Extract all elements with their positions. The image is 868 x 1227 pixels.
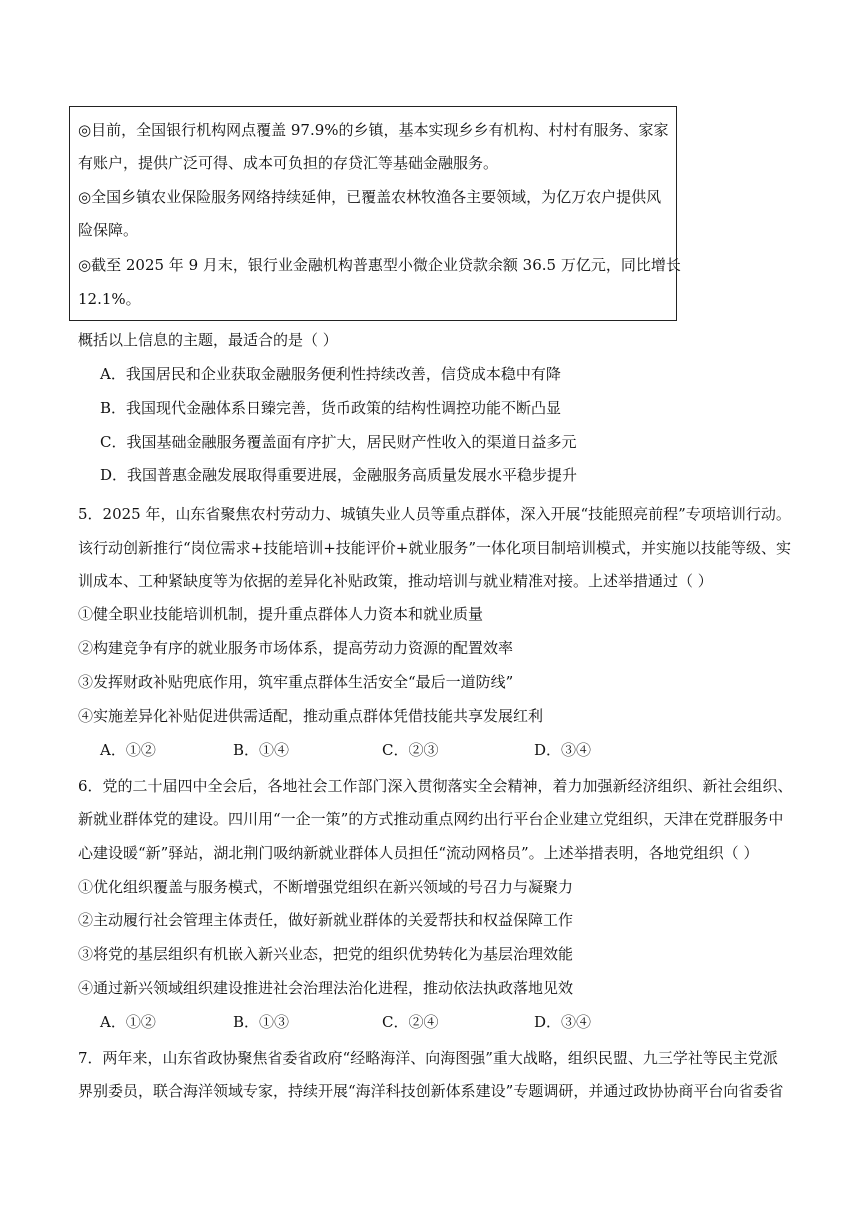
material-line: 险保障。: [78, 221, 139, 239]
question-4-option-b: B．我国现代金融体系日臻完善，货币政策的结构性调控功能不断凸显: [100, 399, 562, 417]
question-5-stem: 训成本、工种紧缺度等为依据的差异化补贴政策，推动培训与就业精准对接。上述举措通过（ ）: [78, 572, 713, 590]
question-6-item: ③将党的基层组织有机嵌入新兴业态，把党的组织优势转化为基层治理效能: [78, 945, 574, 963]
material-line: ◎全国乡镇农业保险服务网络持续延伸，已覆盖农林牧渔各主要领域，为亿万农户提供风: [78, 188, 662, 206]
question-5-item: ④实施差异化补贴促进供需适配，推动重点群体凭借技能共享发展红利: [78, 707, 544, 725]
material-line: 12.1%。: [78, 290, 141, 308]
question-6-stem: 新就业群体党的建设。四川用“一企一策”的方式推动重点网约出行平台企业建立党组织，天津在党群服务中: [78, 810, 784, 828]
question-4-option-c: C．我国基础金融服务覆盖面有序扩大，居民财产性收入的渠道日益多元: [100, 433, 577, 451]
question-5-item: ①健全职业技能培训机制，提升重点群体人力资本和就业质量: [78, 605, 484, 623]
question-6-stem: 6．党的二十届四中全会后，各地社会工作部门深入贯彻落实全会精神，着力加强新经济组织、新社会组织、: [78, 777, 793, 795]
question-6-choice-c: C．②④: [382, 1013, 439, 1031]
question-5-item: ②构建竞争有序的就业服务市场体系，提高劳动力资源的配置效率: [78, 639, 514, 657]
material-line: ◎截至 2025 年 9 月末，银行业金融机构普惠型小微企业贷款余额 36.5 万亿元，同比增长: [78, 256, 681, 274]
question-4-option-a: A．我国居民和企业获取金融服务便利性持续改善，信贷成本稳中有降: [100, 365, 561, 383]
material-line: 有账户，提供广泛可得、成本可负担的存贷汇等基础金融服务。: [78, 154, 499, 172]
question-7-stem: 7．两年来，山东省政协聚焦省委省政府“经略海洋、向海图强”重大战略，组织民盟、九三学社等民主党派: [78, 1049, 778, 1067]
question-5-choice-d: D．③④: [534, 741, 592, 759]
question-6-choice-d: D．③④: [534, 1013, 592, 1031]
question-4-stem: 概括以上信息的主题，最适合的是（ ）: [78, 331, 338, 349]
material-line: ◎目前，全国银行机构网点覆盖 97.9%的乡镇，基本实现乡乡有机构、村村有服务、家家: [78, 121, 669, 139]
question-5-item: ③发挥财政补贴兜底作用，筑牢重点群体生活安全“最后一道防线”: [78, 673, 514, 691]
question-6-choice-a: A．①②: [100, 1013, 156, 1031]
question-5-stem: 5．2025 年，山东省聚焦农村劳动力、城镇失业人员等重点群体，深入开展“技能照亮前程”专项培训行动。: [78, 505, 791, 523]
question-5-stem: 该行动创新推行“岗位需求+技能培训+技能评价+就业服务”一体化项目制培训模式，并实施以技能等级、实: [78, 539, 792, 557]
question-5-choice-b: B．①④: [233, 741, 290, 759]
question-7-stem: 界别委员，联合海洋领域专家，持续开展“海洋科技创新体系建设”专题调研，并通过政协协商平台向省委省: [78, 1082, 784, 1100]
question-5-choice-a: A．①②: [100, 741, 156, 759]
question-6-item: ②主动履行社会管理主体责任，做好新就业群体的关爱帮扶和权益保障工作: [78, 911, 574, 929]
question-6-stem: 心建设暖“新”驿站，湖北荆门吸纳新就业群体人员担任“流动网格员”。上述举措表明，各地党组织（ ）: [78, 844, 759, 862]
question-5-choice-c: C．②③: [382, 741, 439, 759]
question-6-item: ①优化组织覆盖与服务模式，不断增强党组织在新兴领域的号召力与凝聚力: [78, 878, 574, 896]
question-6-choice-b: B．①③: [233, 1013, 290, 1031]
question-6-item: ④通过新兴领域组织建设推进社会治理法治化进程，推动依法执政落地见效: [78, 979, 574, 997]
question-4-option-d: D．我国普惠金融发展取得重要进展，金融服务高质量发展水平稳步提升: [100, 466, 578, 484]
